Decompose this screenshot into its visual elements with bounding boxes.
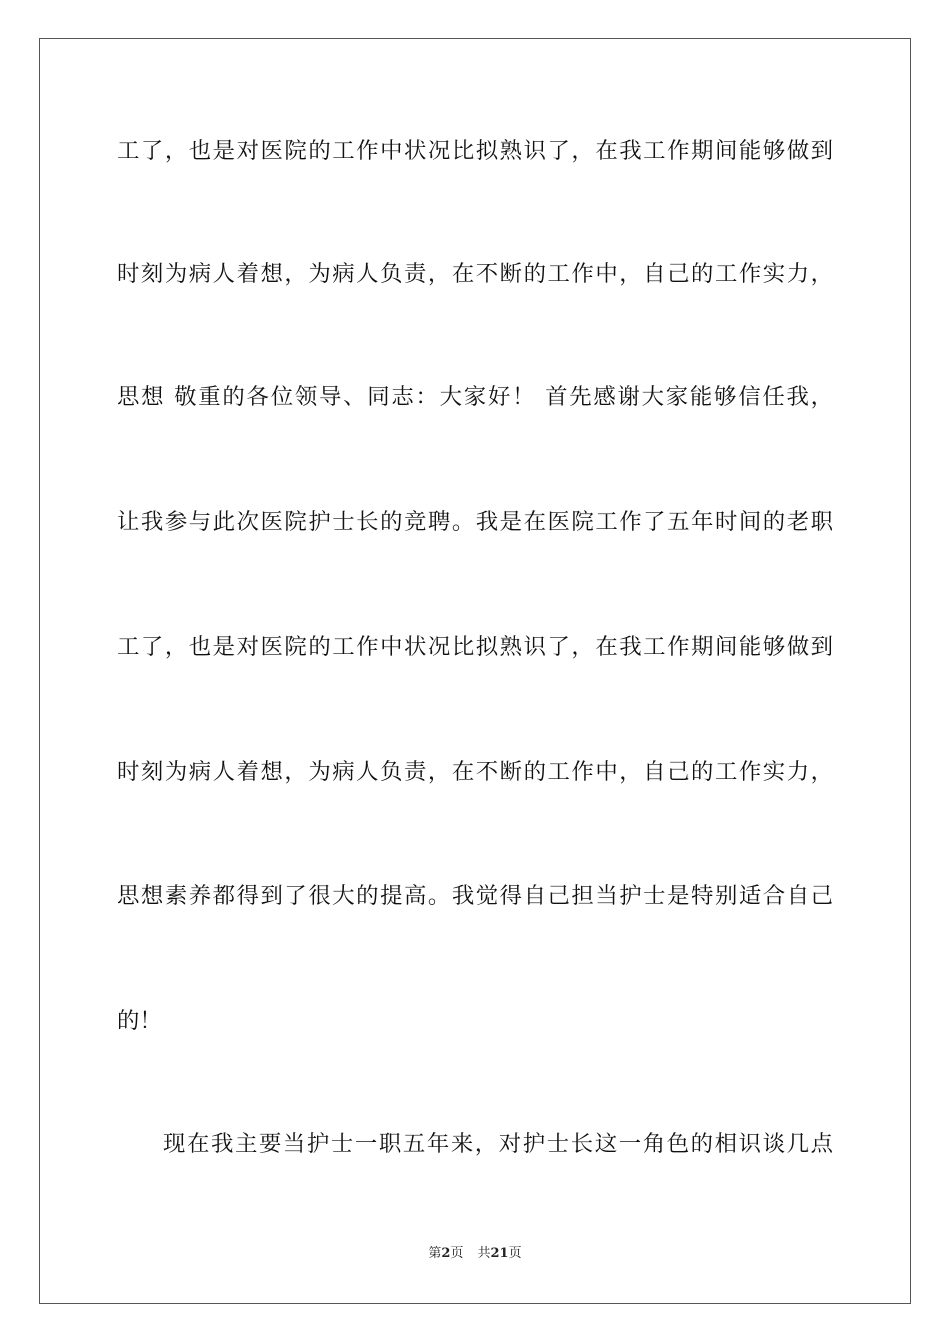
footer-total-pages: 21 [490, 1246, 509, 1261]
paragraph-first-line: 现在我主要当护士一职五年来，对护士长这一角色的相识谈几点 [163, 1131, 833, 1157]
body-line-8: 的！ [117, 1008, 162, 1034]
body-line-2: 时刻为病人着想，为病人负责，在不断的工作中，自己的工作实力， [117, 261, 833, 287]
body-line-6: 时刻为病人着想，为病人负责，在不断的工作中，自己的工作实力， [117, 759, 833, 785]
footer-page-number: 2 [441, 1246, 451, 1261]
footer-total-prefix: 共 [477, 1246, 491, 1261]
body-line-7: 思想素养都得到了很大的提高。我觉得自己担当护士是特别适合自己 [117, 883, 833, 909]
body-line-5: 工了，也是对医院的工作中状况比拟熟识了，在我工作期间能够做到 [117, 634, 833, 660]
body-line-4: 让我参与此次医院护士长的竞聘。我是在医院工作了五年时间的老职 [117, 509, 833, 535]
page-frame [39, 38, 911, 1304]
body-line-3: 思想 敬重的各位领导、同志：大家好！ 首先感谢大家能够信任我， [117, 384, 833, 410]
body-line-1: 工了，也是对医院的工作中状况比拟熟识了，在我工作期间能够做到 [117, 138, 833, 164]
footer-page-suffix: 页 [450, 1246, 464, 1261]
footer-page-prefix: 第 [428, 1246, 442, 1261]
page-footer [0, 1245, 950, 1263]
footer-total-suffix: 页 [508, 1246, 522, 1261]
